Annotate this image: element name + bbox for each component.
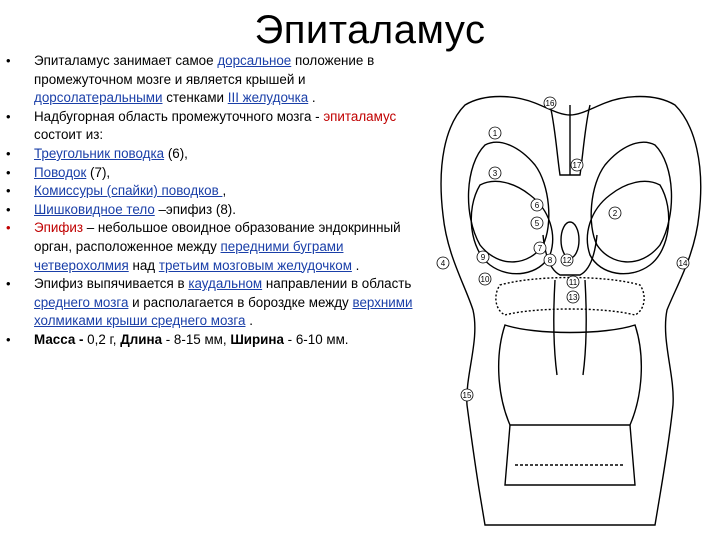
bullet-dot: • <box>6 220 11 236</box>
diagram-label-13 <box>567 291 579 303</box>
bullet-list <box>0 52 420 350</box>
text-span: стенками <box>162 90 228 106</box>
diagram-label-6 <box>531 199 543 211</box>
text-span: , <box>222 183 227 199</box>
text-span: - 6-10 мм. <box>283 331 349 347</box>
diagram-label-9 <box>477 251 489 263</box>
svg-text:15: 15 <box>462 391 472 400</box>
text-span: . <box>308 90 316 106</box>
text-span: Эпифиз выпячивается в <box>34 276 189 292</box>
bullet-item <box>0 182 420 201</box>
diagram-label-15 <box>461 389 473 401</box>
text-span: Длина <box>120 331 163 347</box>
bullet-dot: • <box>6 201 11 217</box>
text-span: Надбугорная область промежуточного мозга - <box>34 108 324 124</box>
bullet-dot: • <box>6 108 11 124</box>
bullet-dot: • <box>6 164 11 180</box>
epithalamus-diagram <box>425 85 715 533</box>
svg-text:7: 7 <box>537 244 543 253</box>
svg-text:4: 4 <box>440 259 446 268</box>
text-link[interactable]: каудальном <box>188 276 263 292</box>
diagram-label-16 <box>544 97 556 109</box>
svg-text:8: 8 <box>547 256 553 265</box>
svg-text:13: 13 <box>568 293 578 302</box>
text-span: – небольшое овоидное образование эндокринный орган, расположенное между <box>34 220 401 254</box>
text-span: над <box>128 257 159 273</box>
right-lower-lobe <box>587 181 668 273</box>
bullet-dot: • <box>6 183 11 199</box>
svg-text:6: 6 <box>534 201 540 210</box>
svg-text:1: 1 <box>492 129 498 138</box>
text-link[interactable]: Треугольник поводка <box>34 145 165 161</box>
text-span: (7), <box>86 164 111 180</box>
pineal-body <box>561 222 579 258</box>
diagram-label-8 <box>544 254 556 266</box>
bullet-dot: • <box>6 331 11 347</box>
text-span: . <box>245 313 253 329</box>
diagram-label-3 <box>489 167 501 179</box>
text-span: Эпифиз <box>34 220 83 236</box>
text-span: (6), <box>164 145 188 161</box>
diagram-label-1 <box>489 127 501 139</box>
text-span: эпиталамус <box>323 108 397 124</box>
diagram-label-11 <box>567 276 579 288</box>
text-span: и располагается в бороздке между <box>128 294 353 310</box>
diagram-label-17 <box>571 159 583 171</box>
svg-text:10: 10 <box>480 275 490 284</box>
diagram-label-12 <box>561 254 573 266</box>
text-span: положение в промежуточном мозге и является крышей и <box>34 53 375 87</box>
text-span: направлении в область <box>262 276 412 292</box>
text-link[interactable]: дорсолатеральными <box>34 90 163 106</box>
diagram-label-7 <box>534 242 546 254</box>
text-link[interactable]: среднего мозга <box>34 294 129 310</box>
text-link[interactable]: Комиссуры (спайки) поводков <box>34 183 223 199</box>
bullet-item <box>0 331 420 350</box>
svg-text:16: 16 <box>545 99 555 108</box>
bullet-item <box>0 219 420 275</box>
bullet-item <box>0 275 420 331</box>
page-title: Эпиталамус <box>254 8 486 52</box>
text-span: Масса - <box>34 331 88 347</box>
diagram-label-14 <box>677 257 689 269</box>
bullet-dot: • <box>6 276 11 292</box>
brainstem <box>499 325 642 425</box>
text-link[interactable]: III желудочка <box>227 90 309 106</box>
svg-text:5: 5 <box>534 219 540 228</box>
text-span: –эпифиз (8). <box>154 201 236 217</box>
svg-text:2: 2 <box>612 209 618 218</box>
svg-text:17: 17 <box>572 161 582 170</box>
brainstem-base <box>505 425 635 485</box>
bullet-item <box>0 201 420 220</box>
text-span: состоит из: <box>34 127 104 143</box>
svg-text:12: 12 <box>562 256 572 265</box>
text-link[interactable]: верхними холмиками крыши среднего мозга <box>34 294 413 329</box>
svg-text:11: 11 <box>568 278 578 287</box>
diagram-label-5 <box>531 217 543 229</box>
right-thalamus <box>591 142 671 262</box>
diagram-label-2 <box>609 207 621 219</box>
text-span: Эпиталамус занимает самое <box>34 53 218 68</box>
brain-outline <box>441 97 701 526</box>
bullet-item <box>0 164 420 183</box>
text-link[interactable]: передними буграми четверохолмия <box>34 238 344 273</box>
text-span: Ширина <box>230 331 284 347</box>
text-link[interactable]: Поводок <box>34 164 87 180</box>
svg-text:14: 14 <box>678 259 688 268</box>
bullet-item <box>0 145 420 164</box>
bullet-item <box>0 108 420 145</box>
svg-text:3: 3 <box>492 169 498 178</box>
text-span: . <box>351 257 360 273</box>
diagram-label-4 <box>437 257 449 269</box>
bullet-dot: • <box>6 145 11 161</box>
text-span: - 8-15 мм, <box>162 331 231 347</box>
text-span: 0,2 г, <box>87 331 121 347</box>
text-link[interactable]: Шишковидное тело <box>34 201 155 217</box>
diagram-label-10 <box>479 273 491 285</box>
svg-text:9: 9 <box>480 253 486 262</box>
bullet-item <box>0 52 420 108</box>
text-link[interactable]: третьим мозговым желудочком <box>158 257 352 273</box>
bullet-dot: • <box>6 53 11 68</box>
text-link[interactable]: дорсальное <box>217 53 292 68</box>
